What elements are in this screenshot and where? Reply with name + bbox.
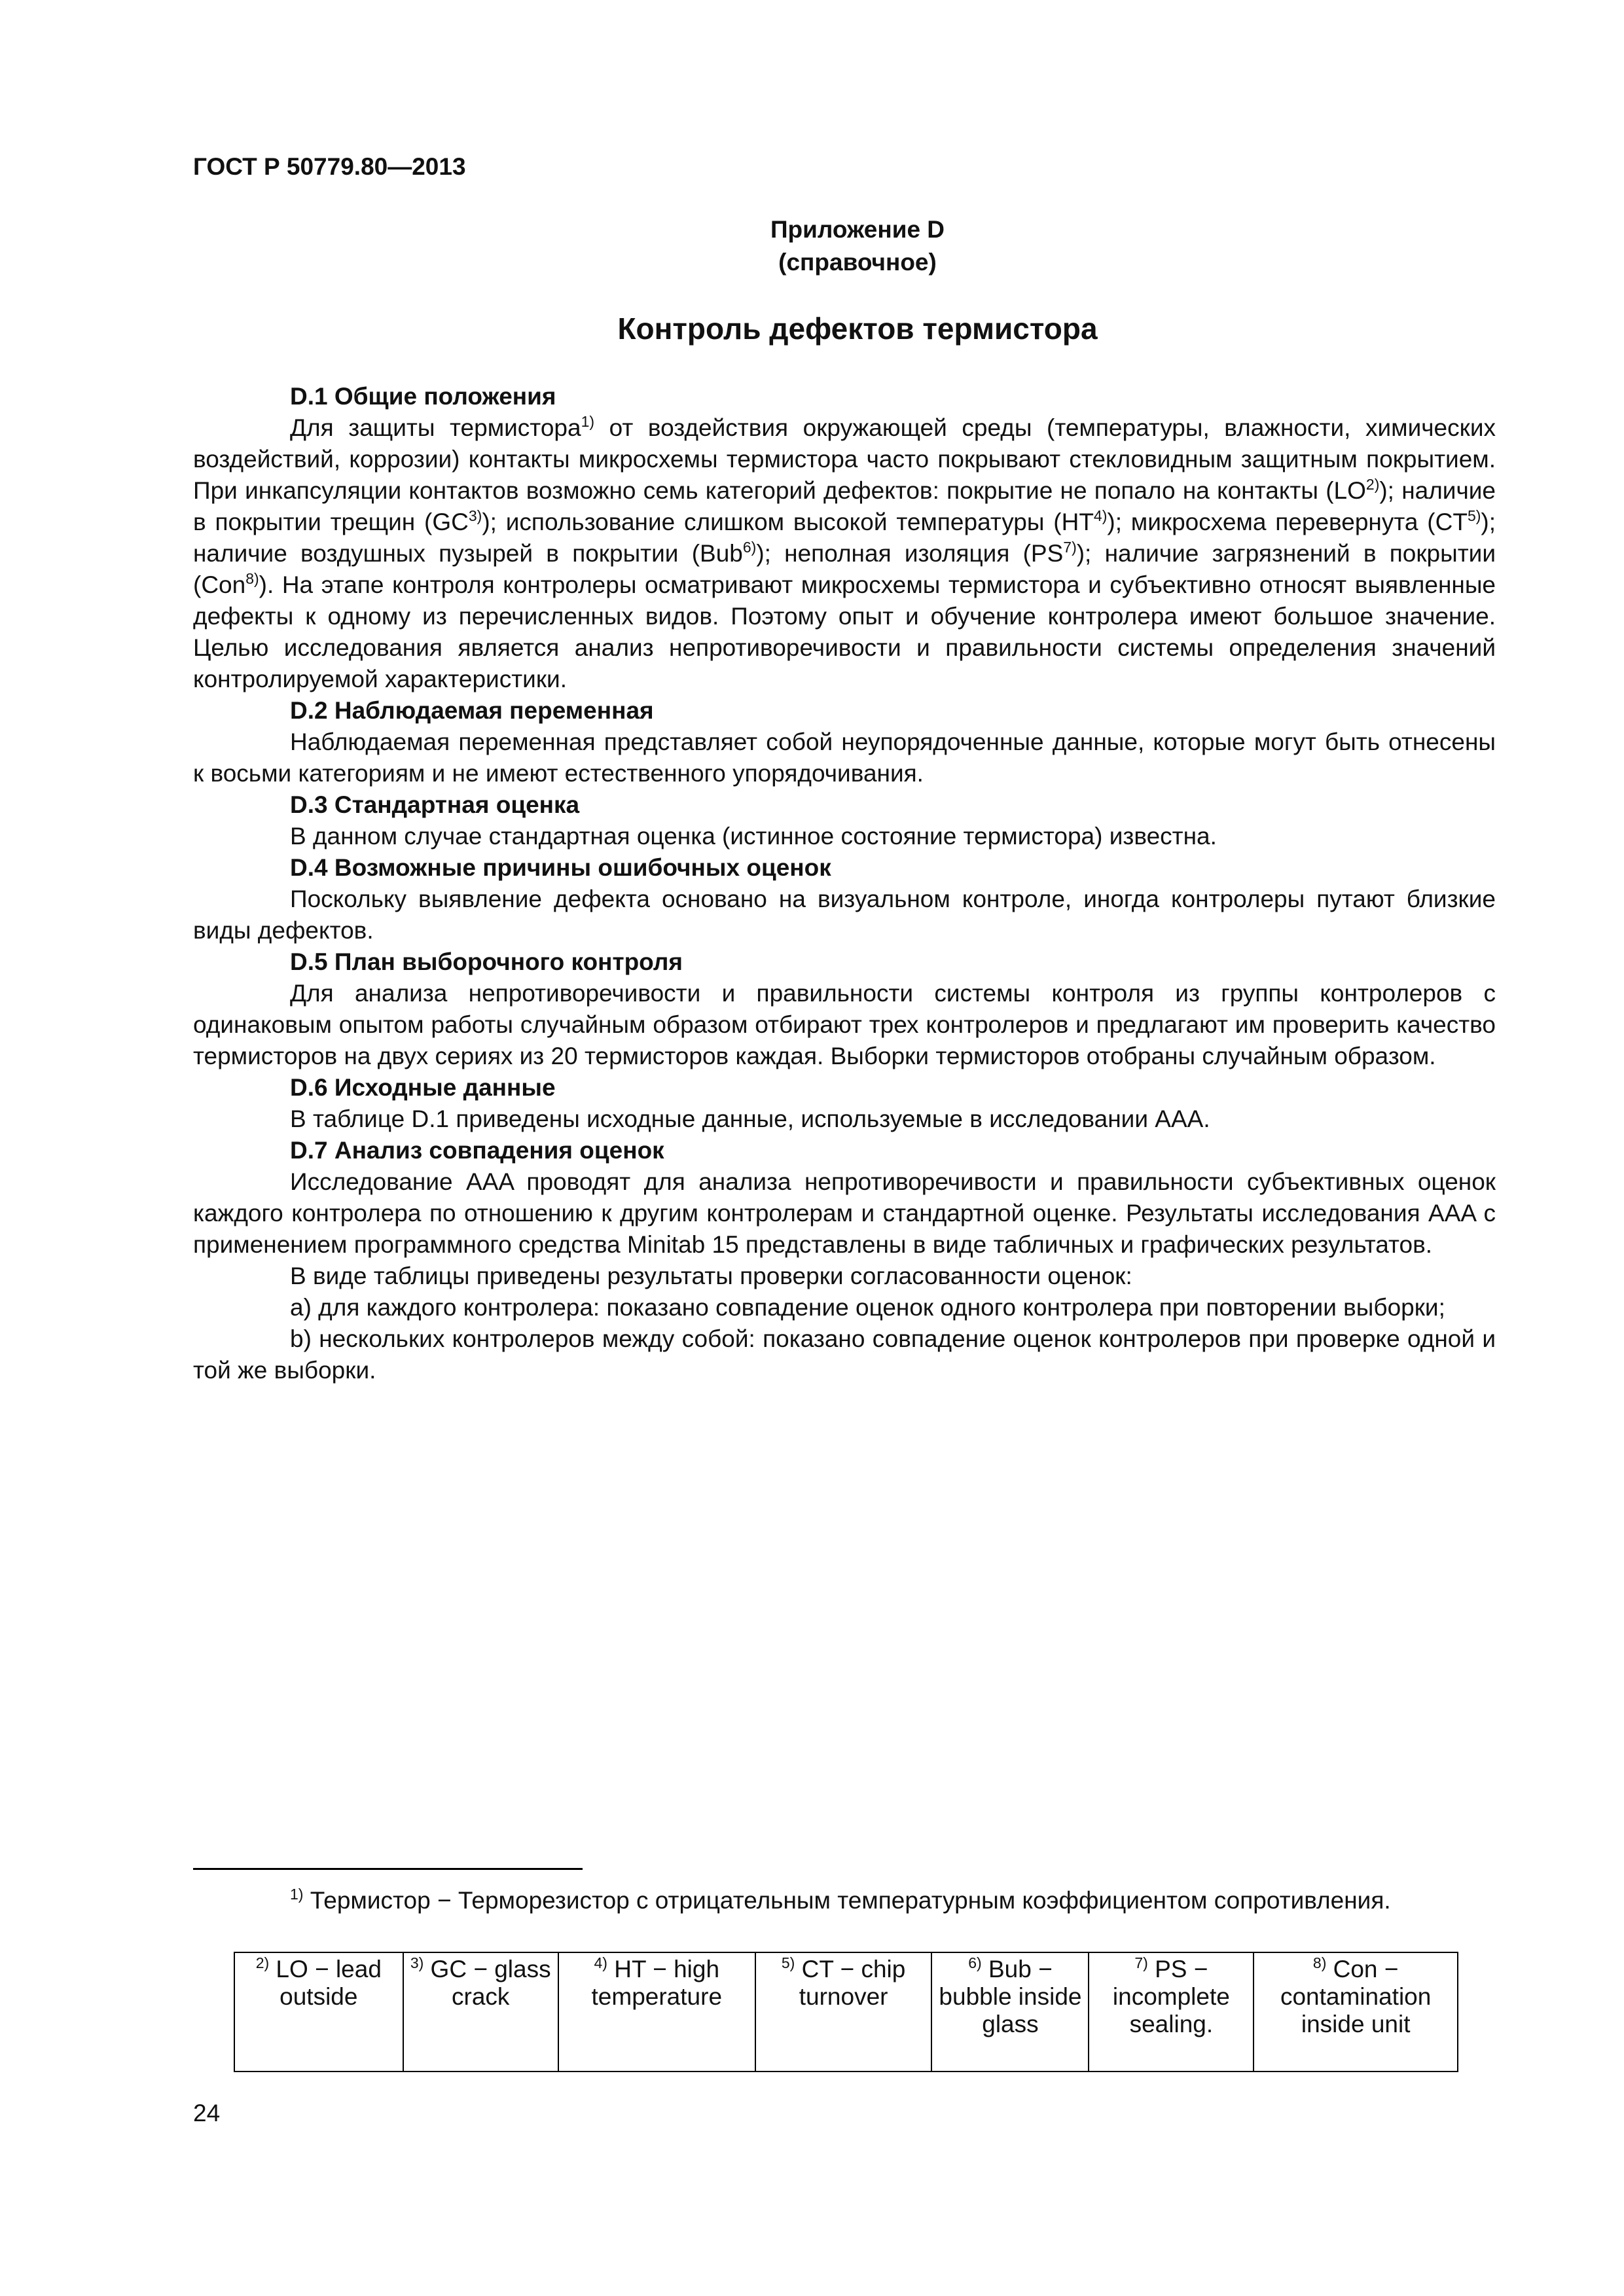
section-d2-paragraph: Наблюдаемая переменная представляет собой неупорядоченные данные, которые могут быть отнесены к восьми категориям и не имеют естественного упорядочивания. <box>193 728 1496 787</box>
footnote-separator <box>193 1868 583 1870</box>
section-heading-d7: D.7 Анализ совпадения оценок <box>290 1137 664 1164</box>
document-body <box>193 381 1496 1386</box>
footnote-ref: 8) <box>245 570 259 587</box>
section-heading-d4: D.4 Возможные причины ошибочных оценок <box>290 854 831 881</box>
footnote-ref: 2) <box>1365 476 1380 493</box>
section-heading-d3: D.3 Стандартная оценка <box>290 791 580 818</box>
section-d6-paragraph: В таблице D.1 приведены исходные данные, используемые в исследовании AAA. <box>290 1105 1210 1132</box>
footnote-ref: 1) <box>581 413 595 430</box>
section-d7-list-item-a: a) для каждого контролера: показано совпадение оценок одного контролера при повторении выборки; <box>290 1294 1445 1321</box>
footnote-marker: 1) <box>290 1886 304 1903</box>
section-d5-paragraph: Для анализа непротиворечивости и правильности системы контроля из группы контролеров с одинаковым опытом работы случайным образом отбирают трех контролеров и предлагают им проверить качество термисторов на двух сериях из 20 термисторов каждая. Выборки термисторов отобраны случайным образом. <box>193 980 1496 1069</box>
footnote-abbreviation-table <box>234 1952 1458 2072</box>
section-heading-d5: D.5 План выборочного контроля <box>290 948 683 975</box>
section-d3-paragraph: В данном случае стандартная оценка (истинное состояние термистора) известна. <box>290 823 1217 850</box>
document-header: ГОСТ Р 50779.80—2013 <box>193 153 466 180</box>
section-d7-paragraph: В виде таблицы приведены результаты проверки согласованности оценок: <box>290 1263 1132 1289</box>
page-number: 24 <box>193 2100 221 2126</box>
annex-status: (справочное) <box>778 249 937 276</box>
table-cell: $^{3)}$ GC − glass crack <box>403 1952 558 2072</box>
footnote-ref: 5) <box>1467 507 1481 524</box>
section-heading-d2: D.2 Наблюдаемая переменная <box>290 697 654 724</box>
section-d7-paragraph: Исследование AAA проводят для анализа непротиворечивости и правильности субъективных оценок каждого контролера по отношению к другим контролерам и стандартной оценке. Результаты исследования AAA с применением программного средства Minitab 15 представлены в виде табличных и графических результатов. <box>193 1168 1496 1258</box>
table-cell: $^{5)}$ CT − chip turnover <box>755 1952 932 2072</box>
footnote-ref: 6) <box>742 539 757 556</box>
table-cell: $^{4)}$ HT − high temperature <box>558 1952 755 2072</box>
section-d1-paragraph: Для защиты термистора$^{1)}$ от воздействия окружающей среды (температуры, влажности, химических воздействий, коррозии) контакты микросхемы термистора часто покрывают стекловидным защитным покрытием. При инкапсуляции контактов возможно семь категорий дефектов: покрытие не попало на контакты (LO$^{2)}$); наличие в покрытии трещин (GC$^{3)}$); использование слишком высокой температуры (HT$^{4)}$); микросхема перевернута (CT$^{5)}$); наличие воздушных пузырей в покрытии (Bub$^{6)}$); неполная изоляция (PS$^{7)}$); наличие загрязнений в покрытии (Con$^{8)}$). На этапе контроля контролеры осматривают микросхемы термистора и субъективно относят выявленные дефекты к одному из перечисленных видов. Поэтому опыт и обучение контролера имеют большое значение. Целью исследования является анализ непротиворечивости и правильности системы определения значений контролируемой характеристики. <box>193 413 1496 692</box>
section-d4-paragraph: Поскольку выявление дефекта основано на визуальном контроле, иногда контролеры путают близкие виды дефектов. <box>193 886 1496 944</box>
footnote-text: Термистор − Терморезистор с отрицательным температурным коэффициентом сопротивления. <box>303 1887 1391 1914</box>
section-heading-d6: D.6 Исходные данные <box>290 1074 556 1101</box>
table-cell: $^{2)}$ LO − lead outside <box>234 1952 403 2072</box>
page-title: Контроль дефектов термистора <box>617 312 1098 346</box>
footnote-ref: 4) <box>1093 507 1108 524</box>
table-cell: $^{6)}$ Bub − bubble inside glass <box>931 1952 1089 2072</box>
annex-title: Приложение D <box>770 216 945 243</box>
footnote <box>193 1885 1496 1916</box>
table-cell: $^{7)}$ PS − incomplete sealing. <box>1089 1952 1254 2072</box>
section-heading-d1: D.1 Общие положения <box>290 383 556 410</box>
footnote-ref: 7) <box>1063 539 1077 556</box>
section-d7-list-item-b: b) нескольких контролеров между собой: показано совпадение оценок контролеров при проверке одной и той же выборки. <box>193 1325 1496 1384</box>
table-cell: $^{8)}$ Con − contamination inside unit <box>1254 1952 1458 2072</box>
footnote-ref: 3) <box>468 507 482 524</box>
table-row <box>234 1952 1458 2072</box>
